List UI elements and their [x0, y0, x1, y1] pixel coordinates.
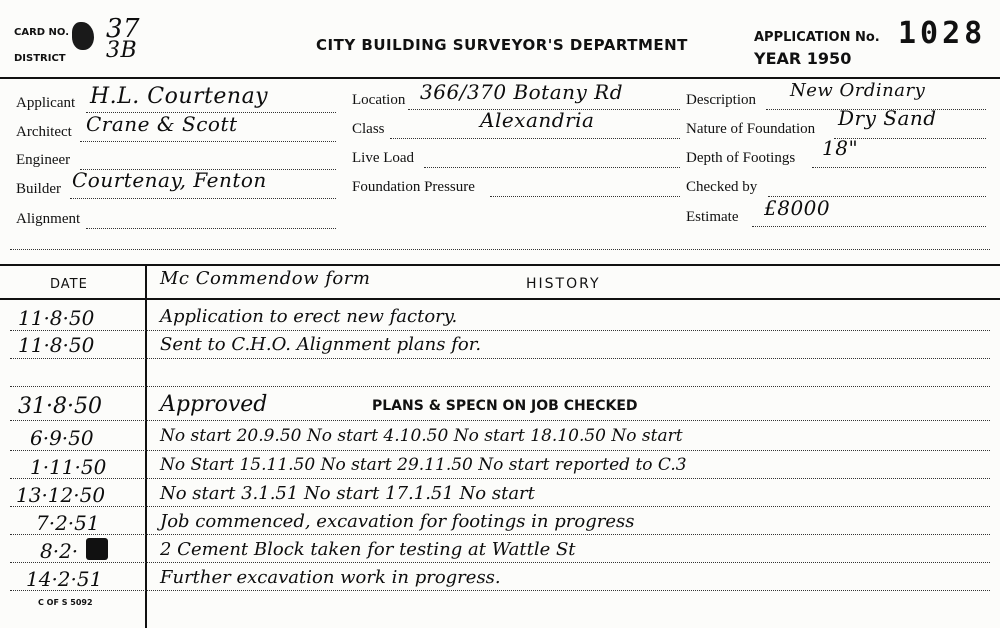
row-line [10, 534, 990, 535]
engineer-label: Engineer [16, 152, 71, 168]
architect-label: Architect [16, 124, 72, 140]
row-line [10, 358, 990, 359]
section-separator [10, 249, 990, 250]
ink-blot [86, 538, 108, 560]
form-code: C OF S 5092 [38, 598, 93, 607]
history-column-header: HISTORY [526, 276, 601, 292]
row-line [10, 506, 990, 507]
card-no-value: 37 [106, 14, 141, 44]
depth-of-footings-label: Depth of Footings [686, 150, 796, 166]
approval-stamp: PLANS & SPECN ON JOB CHECKED [372, 398, 638, 414]
date-column-divider [145, 264, 147, 628]
description-value: New Ordinary [790, 80, 926, 101]
row-line [10, 386, 990, 387]
live-load-label: Live Load [352, 150, 415, 166]
history-row-date: 8·2· [40, 539, 79, 563]
estimate-line [752, 226, 986, 227]
row-line [10, 330, 990, 331]
application-number: 1028 [898, 16, 987, 51]
nature-of-foundation-label: Nature of Foundation [686, 121, 816, 137]
history-row-entry: No Start 15.11.50 No start 29.11.50 No start reported to C.3 [160, 455, 687, 475]
ink-mark [72, 22, 94, 50]
card-no-label: CARD NO. [14, 27, 70, 38]
architect-value: Crane & Scott [86, 112, 238, 136]
history-row-entry: Job commenced, excavation for footings in progress [160, 511, 635, 532]
history-row-entry: No start 20.9.50 No start 4.10.50 No start 18.10.50 No start [160, 426, 683, 446]
depth-of-footings-line [812, 167, 986, 168]
foundation-pressure-line [490, 196, 680, 197]
class-line [390, 138, 680, 139]
history-header-rule [0, 298, 1000, 300]
alignment-line [86, 228, 336, 229]
applicant-label: Applicant [16, 95, 76, 111]
applicant-value: H.L. Courtenay [90, 84, 269, 109]
description-label: Description [686, 92, 756, 108]
builder-value: Courtenay, Fenton [72, 168, 267, 192]
location-value: 366/370 Botany Rd [420, 80, 624, 104]
class-value: Alexandria [480, 108, 595, 132]
history-row-date: 31·8·50 [18, 394, 102, 419]
history-row-entry: Further excavation work in progress. [160, 567, 501, 588]
foundation-pressure-label: Foundation Pressure [352, 179, 475, 195]
history-top-rule [0, 264, 1000, 266]
estimate-label: Estimate [686, 209, 739, 225]
checked-by-label: Checked by [686, 179, 758, 195]
history-row-entry: Sent to C.H.O. Alignment plans for. [160, 334, 482, 355]
application-label: APPLICATION No. [754, 30, 880, 45]
depth-of-footings-value: 18" [822, 136, 859, 160]
history-row-entry: Application to erect new factory. [160, 306, 458, 327]
department-title: CITY BUILDING SURVEYOR'S DEPARTMENT [316, 36, 688, 54]
history-row-date: 13·12·50 [16, 483, 106, 507]
district-label: DISTRICT [14, 53, 66, 64]
row-line [10, 450, 990, 451]
history-header-note: Mc Commendow form [160, 268, 371, 289]
header-divider [0, 77, 1000, 79]
live-load-line [424, 167, 680, 168]
alignment-label: Alignment [16, 211, 81, 227]
history-row-date: 7·2·51 [36, 511, 100, 535]
history-row-date: 1·11·50 [30, 455, 107, 479]
date-column-header: DATE [50, 277, 88, 292]
class-label: Class [352, 121, 385, 137]
row-line [10, 420, 990, 421]
year-label: YEAR 1950 [754, 49, 852, 68]
history-row-date: 6·9·50 [30, 426, 94, 450]
nature-of-foundation-value: Dry Sand [838, 106, 937, 130]
history-row-entry: No start 3.1.51 No start 17.1.51 No start [160, 483, 535, 504]
history-row-date: 11·8·50 [18, 306, 95, 330]
builder-line [70, 198, 336, 199]
history-row-date: 11·8·50 [18, 333, 95, 357]
history-row-entry: 2 Cement Block taken for testing at Wattle St [160, 539, 576, 560]
district-value: 3B [106, 38, 138, 63]
row-line [10, 590, 990, 591]
history-row-date: 14·2·51 [26, 567, 103, 591]
architect-line [80, 141, 336, 142]
row-line [10, 562, 990, 563]
location-label: Location [352, 92, 406, 108]
estimate-value: £8000 [764, 196, 831, 220]
builder-label: Builder [16, 181, 61, 197]
history-row-entry: Approved [160, 392, 268, 417]
row-line [10, 478, 990, 479]
